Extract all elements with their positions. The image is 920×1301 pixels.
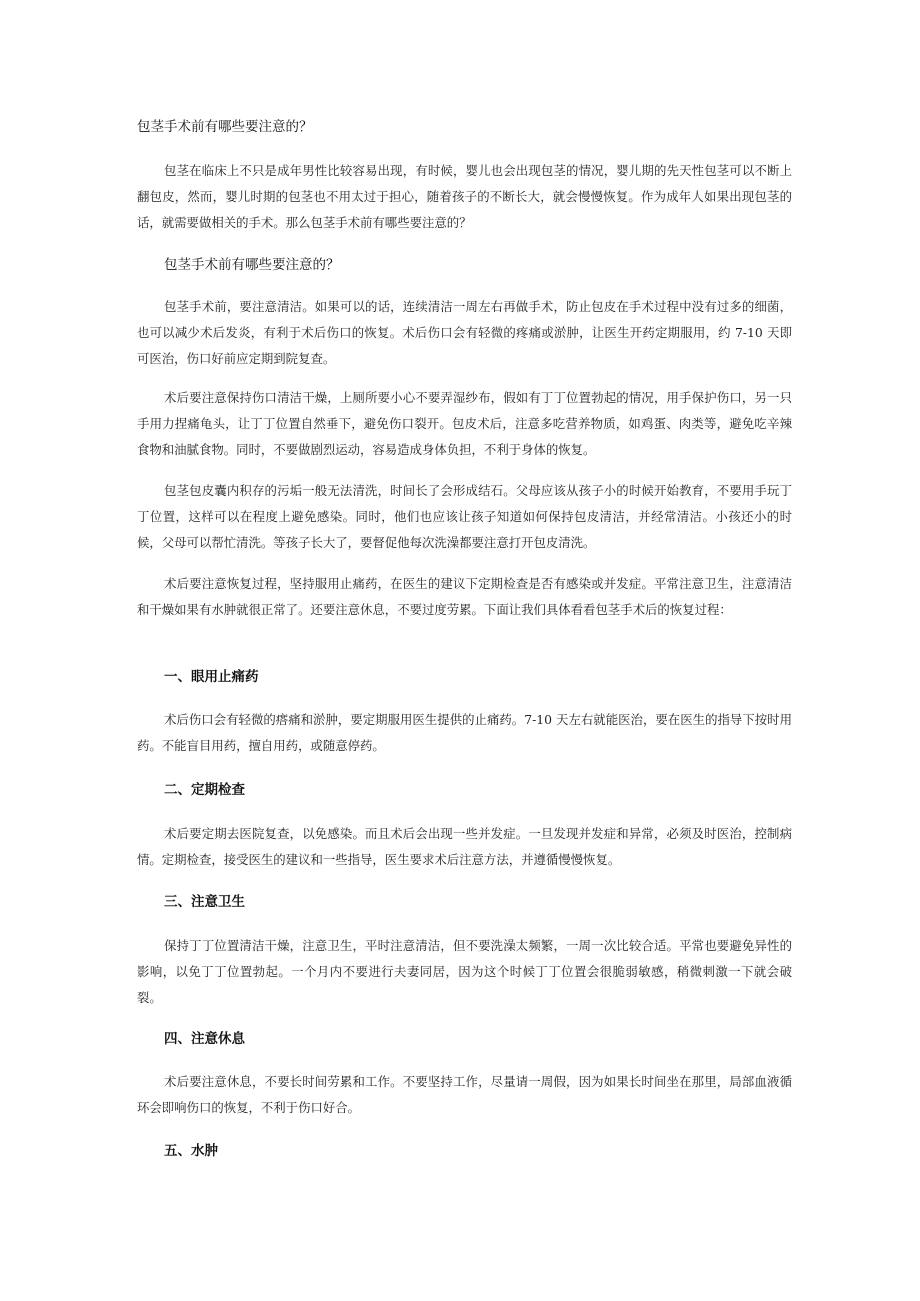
intro-paragraph: 包茎在临床上不只是成年男性比较容易出现，有时候，婴儿也会出现包茎的情况，婴儿期的先天性包茎可以不断上翻包皮，然而，婴儿时期的包茎也不用太过于担心，随着孩子的不断长大，就会慢慢恢复。作为成年人如果出现包茎的话，就需要做相关的手术。那么包茎手术前有哪些要注意的？ <box>137 163 792 230</box>
subtitle-heading: 包茎手术前有哪些要注意的？ <box>164 257 340 273</box>
section-body-hygiene: 保持丁丁位置清洁干燥，注意卫生，平时注意清洁，但不要洗澡太频繁，一周一次比较合适。平常也要避免异性的影响，以免丁丁位置勃起。一个月内不要进行夫妻同居，因为这个时候丁丁位置会很脆弱敏感，稍微刺激一下就会破裂。 <box>137 938 792 1005</box>
paragraph-hygiene-children: 包茎包皮囊内积存的污垢一般无法清洗，时间长了会形成结石。父母应该从孩子小的时候开始教育，不要用手玩丁丁位置，这样可以在程度上避免感染。同时，他们也应该让孩子知道如何保持包皮清洁，并经常清洁。小孩还小的时候，父母可以帮忙清洗。等孩子长大了，要督促他每次洗澡都要注意打开包皮清洗。 <box>137 483 792 550</box>
section-heading-hygiene: 三、注意卫生 <box>164 894 245 910</box>
paragraph-preop: 包茎手术前，要注意清洁。如果可以的话，连续清洁一周左右再做手术，防止包皮在手术过程中没有过多的细菌，也可以减少术后发炎，有利于术后伤口的恢复。术后伤口会有轻微的疼痛或淤肿，让医生开药定期服用，约 7-10 天即可医治，伤口好前应定期到院复查。 <box>137 299 792 366</box>
section-heading-checkup: 二、定期检查 <box>164 782 245 798</box>
paragraph-wound-care: 术后要注意保持伤口清洁干燥，上厕所要小心不要弄湿纱布，假如有丁丁位置勃起的情况，用手保护伤口，另一只手用力捏痛龟头，让丁丁位置自然垂下，避免伤口裂开。包皮术后，注意多吃营养物质，如鸡蛋、肉类等，避免吃辛辣食物和油腻食物。同时，不要做剧烈运动，容易造成身体负担，不利于身体的恢复。 <box>137 390 792 457</box>
section-body-rest: 术后要注意休息，不要长时间劳累和工作。不要坚持工作，尽量请一周假，因为如果长时间坐在那里，局部血液循环会即响伤口的恢复，不利于伤口好合。 <box>137 1074 792 1115</box>
section-body-painkiller: 术后伤口会有轻微的瘩痛和淤肿，要定期服用医生提供的止痛药。7-10 天左右就能医治，要在医生的指导下按时用药。不能盲目用药，擅自用药，或随意停药。 <box>137 712 792 753</box>
section-heading-painkiller: 一、眼用止痛药 <box>164 669 259 685</box>
section-body-checkup: 术后要定期去医院复查，以免感染。而且术后会出现一些并发症。一旦发现并发症和异常，必须及时医治，控制病情。定期检查，接受医生的建议和一些指导，医生要求术后注意方法，并遵循慢慢恢复。 <box>137 826 792 867</box>
document-title: 包茎手术前有哪些要注意的？ <box>137 119 313 135</box>
paragraph-recovery-intro: 术后要注意恢复过程，坚持服用止痛药，在医生的建议下定期检查是否有感染或并发症。平常注意卫生，注意清洁和干燥如果有水肿就很正常了。还要注意休息，不要过度劳累。下面让我们具体看看包茎手术后的恢复过程： <box>137 576 792 617</box>
section-heading-rest: 四、注意休息 <box>164 1031 245 1047</box>
section-heading-swelling: 五、水肿 <box>164 1143 218 1159</box>
